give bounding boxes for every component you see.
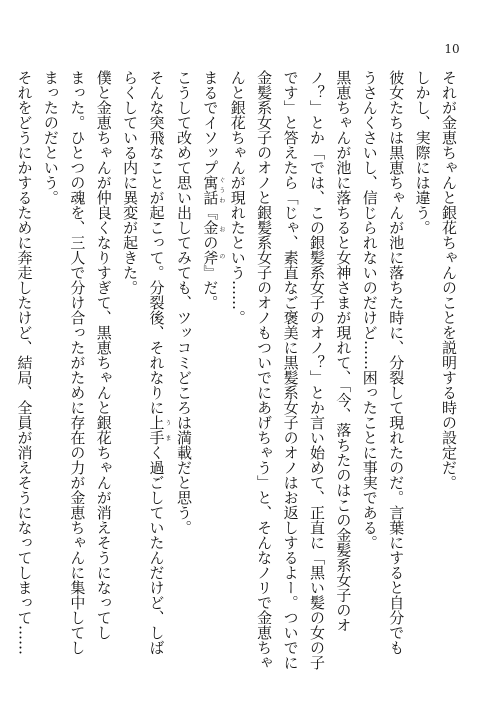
text-line: です」と答えたら「じゃ、素直なご褒美に黒髪系女子のオノはお返しするよー。ついでに [281, 70, 300, 670]
ruby-reading: うま [164, 415, 172, 445]
text-segment: 『 [201, 205, 220, 220]
text-segment: そんな突飛なことが起こって。分裂後、それなりに [147, 70, 166, 415]
text-segment: く過ごしていたんだけど、しば [147, 445, 166, 655]
text-line: それをどうにかするために奔走したけど、結局、全員が消えそうになってしまって…… [15, 70, 34, 655]
text-line: まったのだという。 [41, 70, 60, 205]
text-line: んと銀花ちゃんが現れたという……。 [228, 70, 247, 325]
text-line: しかし、実際には違う。 [413, 70, 432, 235]
ruby-reading: おの [217, 220, 225, 265]
text-line: こうして改めて思い出してみても、ツッコミどころは満載だと思う。 [174, 70, 193, 535]
text-segment: まるでイソップ [201, 70, 220, 175]
text-line: うさんくさいし、信じられないのだけど……困ったことに事実である。 [360, 70, 379, 550]
ruby-base: 上手 [147, 415, 166, 445]
text-line: 黒恵ちゃんが池に落ちると女神さまが現れて、「今、落ちたのはこの金髪系女子のオ [334, 70, 353, 633]
ruby-reading: ぐうわ [217, 175, 225, 205]
text-line: 僕と金恵ちゃんが仲良くなりすぎて、黒恵ちゃんと銀花ちゃんが消えそうになってし [94, 70, 113, 640]
text-line-umaku [143, 70, 170, 670]
page-number: 10 [444, 42, 460, 56]
text-line: それが金恵ちゃんと銀花ちゃんのことを説明する時の設定だ。 [440, 70, 458, 490]
text-line-aesop [197, 70, 224, 670]
text-line: らくしている内に異変が起きた。 [121, 70, 140, 295]
ruby-base: 寓話 [201, 175, 220, 205]
text-line: ノ？」とか「では、この銀髪系女子のオノ？」とか言い始めて、正直に「黒い髪の女の子 [307, 70, 326, 670]
ruby-ono [201, 220, 225, 265]
text-line: 彼女たちは黒恵ちゃんが池に落ちた時に、分裂して現れたのだ。言葉にすると自分でも [387, 70, 406, 655]
text-line: 金髪系女子のオノと銀髪系女子のオノもついでにあげちゃう」と、そんなノリで金恵ちゃ [255, 70, 274, 670]
text-segment: 』だ。 [201, 265, 220, 310]
text-line: まった。ひとつの魂を、三人で分け合ったがために存在の力が金恵ちゃんに集中してし [68, 70, 87, 655]
vertical-text-body [15, 70, 462, 670]
ruby-umaku [147, 415, 172, 445]
ruby-guuwa [201, 175, 225, 205]
ruby-base: 金の斧 [201, 220, 220, 265]
